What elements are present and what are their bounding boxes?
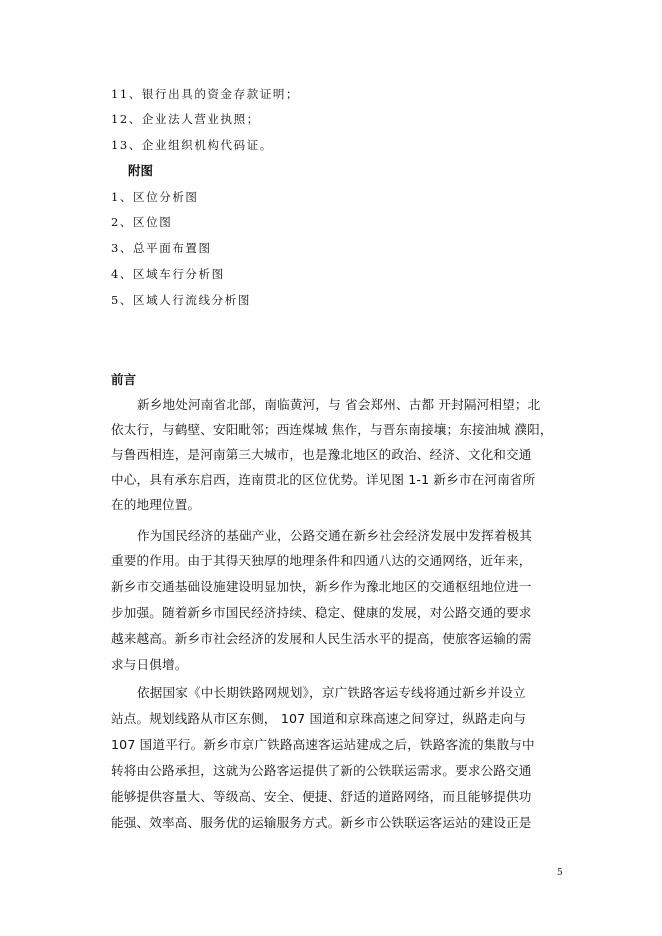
preface-line: 重要的作用。由于其得天独厚的地理条件和四通八达的交通网络，近年来， xyxy=(111,553,532,568)
preface-heading: 前言 xyxy=(111,372,137,387)
preface-line: 新乡市交通基础设施建设明显加快，新乡作为豫北地区的交通枢纽地位进一 xyxy=(111,579,532,594)
preface-line: 中心，具有承东启西，连南贯北的区位优势。详见图 1-1 新乡市在河南省所 xyxy=(111,472,536,487)
preface-line: 能强、效率高、服务优的运输服务方式。新乡市公铁联运客运站的建设正是 xyxy=(111,815,532,830)
preface-line: 站点。规划线路从市区东侧， 107 国道和京珠高速之间穿过，纵路走向与 xyxy=(111,711,527,726)
preface-line: 步加强。随着新乡市国民经济持续、稳定、健康的发展，对公路交通的要求 xyxy=(111,605,532,620)
figure-item-2: 2、区位图 xyxy=(111,215,173,229)
attachment-item-12: 12、企业法人营业执照； xyxy=(111,112,260,126)
figure-item-3: 3、总平面布置图 xyxy=(111,241,212,255)
preface-line: 转将由公路承担，这就为公路客运提供了新的公铁联运需求。要求公路交通 xyxy=(111,763,532,778)
figure-item-4: 4、区域车行分析图 xyxy=(111,267,225,281)
page-number: 5 xyxy=(557,868,563,878)
figures-heading: 附图 xyxy=(128,163,154,178)
preface-line: 107 国道平行。新乡市京广铁路高速客运站建成之后，铁路客流的集散与中 xyxy=(111,737,535,752)
preface-line: 作为国民经济的基础产业，公路交通在新乡社会经济发展中发挥着极其 xyxy=(137,528,533,543)
figure-item-1: 1、区位分析图 xyxy=(111,190,199,204)
preface-line: 在的地理位置。 xyxy=(111,497,201,512)
preface-line: 越来越高。新乡市社会经济的发展和人民生活水平的提高，使旅客运输的需 xyxy=(111,631,532,646)
attachment-item-11: 11、银行出具的资金存款证明； xyxy=(111,87,300,101)
preface-line: 新乡地处河南省北部，南临黄河，与 省会郑州、古都 开封隔河相望；北 xyxy=(137,397,541,412)
preface-line: 求与日俱增。 xyxy=(111,657,188,672)
preface-line: 能够提供容量大、等级高、安全、便捷、舒适的道路网络，而且能够提供功 xyxy=(111,789,532,804)
attachment-item-13: 13、企业组织机构代码证。 xyxy=(111,138,273,152)
figure-item-5: 5、区域人行流线分析图 xyxy=(111,293,251,307)
preface-line: 依太行，与鹤壁、安阳毗邻；西连煤城 焦作，与晋东南接壤；东接油城 濮阳， xyxy=(111,422,553,437)
preface-line: 依据国家《中长期铁路网规划》，京广铁路客运专线将通过新乡并设立 xyxy=(137,685,526,700)
preface-line: 与鲁西相连，是河南第三大城市，也是豫北地区的政治、经济、文化和交通 xyxy=(111,447,532,462)
